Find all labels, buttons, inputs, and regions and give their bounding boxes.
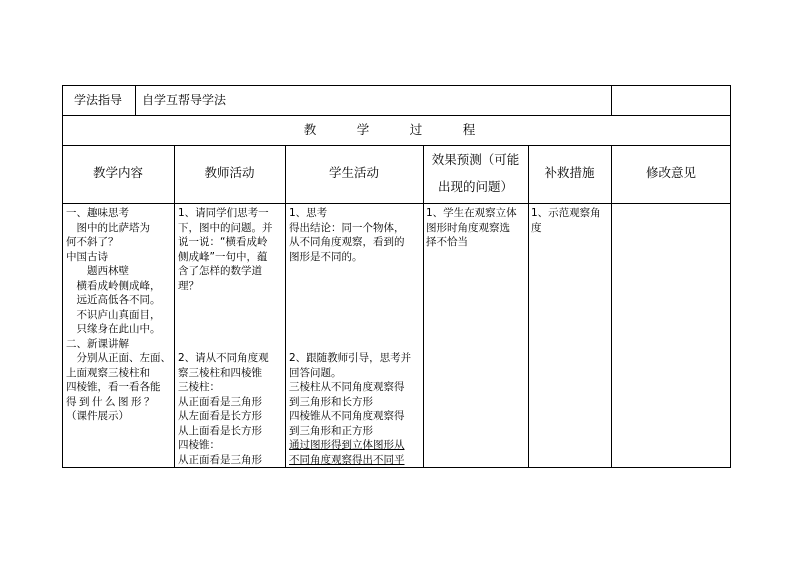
- student-line: 三棱柱从不同角度观察得: [289, 381, 405, 393]
- col-divider-1: [174, 145, 175, 468]
- header-remedy: 补救措施: [544, 165, 595, 180]
- student-line: 通过图形得到立体图形从: [289, 439, 405, 451]
- study-method-label: 学法指导: [74, 93, 123, 107]
- teacher-line: 含了怎样的数学道: [178, 265, 262, 277]
- remedy-line: 1、示范观察角: [531, 207, 601, 219]
- table-border-bottom: [62, 467, 731, 468]
- content-line: 得到什么图形？: [66, 395, 157, 408]
- header-effect-line1: 效果预测（可能: [431, 152, 520, 167]
- teacher-line: 三棱柱：: [178, 381, 220, 393]
- student-line: 从不同角度观察，看到的: [289, 236, 405, 248]
- table-border-top: [62, 85, 731, 86]
- content-line: 何不斜了？: [66, 236, 119, 248]
- section-title: 教 学 过 程: [303, 122, 490, 137]
- study-method-value: 自学互帮导学法: [142, 93, 227, 107]
- teacher-line: 从正面看是三角形: [178, 453, 262, 466]
- teacher-line: 1、请同学们思考一: [178, 207, 269, 219]
- teacher-line: 四棱锥：: [178, 439, 220, 451]
- row1-divider-a: [135, 85, 136, 115]
- content-line: 横看成岭侧成峰，: [66, 279, 161, 292]
- teacher-line: 侧成峰”一句中，蕴: [178, 250, 268, 263]
- student-line: 回答问题。: [289, 366, 342, 379]
- student-line: 到三角形和长方形: [289, 395, 373, 408]
- table-border-right: [730, 85, 731, 468]
- row1-divider-b: [611, 85, 612, 115]
- content-line: 分别从正面、左面、: [66, 352, 171, 364]
- student-line: 不同角度观察得出不同平: [289, 453, 405, 466]
- teacher-line: 理？: [178, 279, 199, 292]
- table-rule-2: [62, 145, 731, 146]
- student-line: 得出结论：同一个物体，: [289, 221, 405, 234]
- teacher-line: 从上面看是长方形: [178, 424, 262, 437]
- student-line: 四棱锥从不同角度观察得: [289, 410, 405, 422]
- content-line: 四棱锥，看一看各能: [66, 381, 161, 393]
- header-student: 学生活动: [328, 165, 379, 180]
- content-line: （课件展示）: [66, 410, 129, 422]
- effect-line: 图形时角度观察选: [426, 221, 510, 234]
- content-line: 一、趣味思考: [66, 207, 129, 219]
- content-line: 上面观察三棱柱和: [66, 366, 150, 379]
- student-line: 到三角形和正方形: [289, 424, 373, 437]
- student-line: 图形是不同的。: [289, 250, 363, 263]
- teacher-line: 2、请从不同角度观: [178, 352, 269, 364]
- teacher-line: 察三棱柱和四棱锥: [178, 366, 262, 379]
- remedy-line: 度: [531, 221, 542, 234]
- student-line: 2、跟随教师引导，思考并: [289, 352, 412, 364]
- col-divider-2: [285, 145, 286, 468]
- content-line: 不识庐山真面目，: [66, 308, 161, 321]
- student-line: 1、思考: [289, 207, 328, 219]
- content-line: 远近高低各不同。: [66, 294, 161, 306]
- effect-line: 择不恰当: [426, 236, 468, 248]
- content-line: 二、新课讲解: [66, 337, 129, 350]
- table-rule-1: [62, 115, 731, 116]
- revision-cell: [612, 204, 730, 467]
- header-revision: 修改意见: [645, 165, 696, 180]
- teacher-line: 下，图中的问题。并: [178, 221, 273, 234]
- teacher-line: 从正面看是三角形: [178, 395, 262, 408]
- header-content: 教学内容: [92, 165, 143, 180]
- effect-line: 1、学生在观察立体: [426, 207, 517, 219]
- teacher-line: 说一说：“横看成岭: [178, 236, 268, 248]
- content-line: 题西林壁: [66, 265, 129, 277]
- table-border-left: [62, 85, 63, 468]
- header-effect-line2: 出现的问题）: [437, 179, 513, 194]
- content-line: 中国古诗: [66, 250, 108, 263]
- header-teacher: 教师活动: [204, 165, 255, 180]
- teacher-line: 从左面看是长方形: [178, 410, 262, 422]
- col-divider-4: [528, 145, 529, 468]
- content-line: 只缘身在此山中。: [66, 323, 161, 335]
- content-line: 图中的比萨塔为: [66, 221, 150, 234]
